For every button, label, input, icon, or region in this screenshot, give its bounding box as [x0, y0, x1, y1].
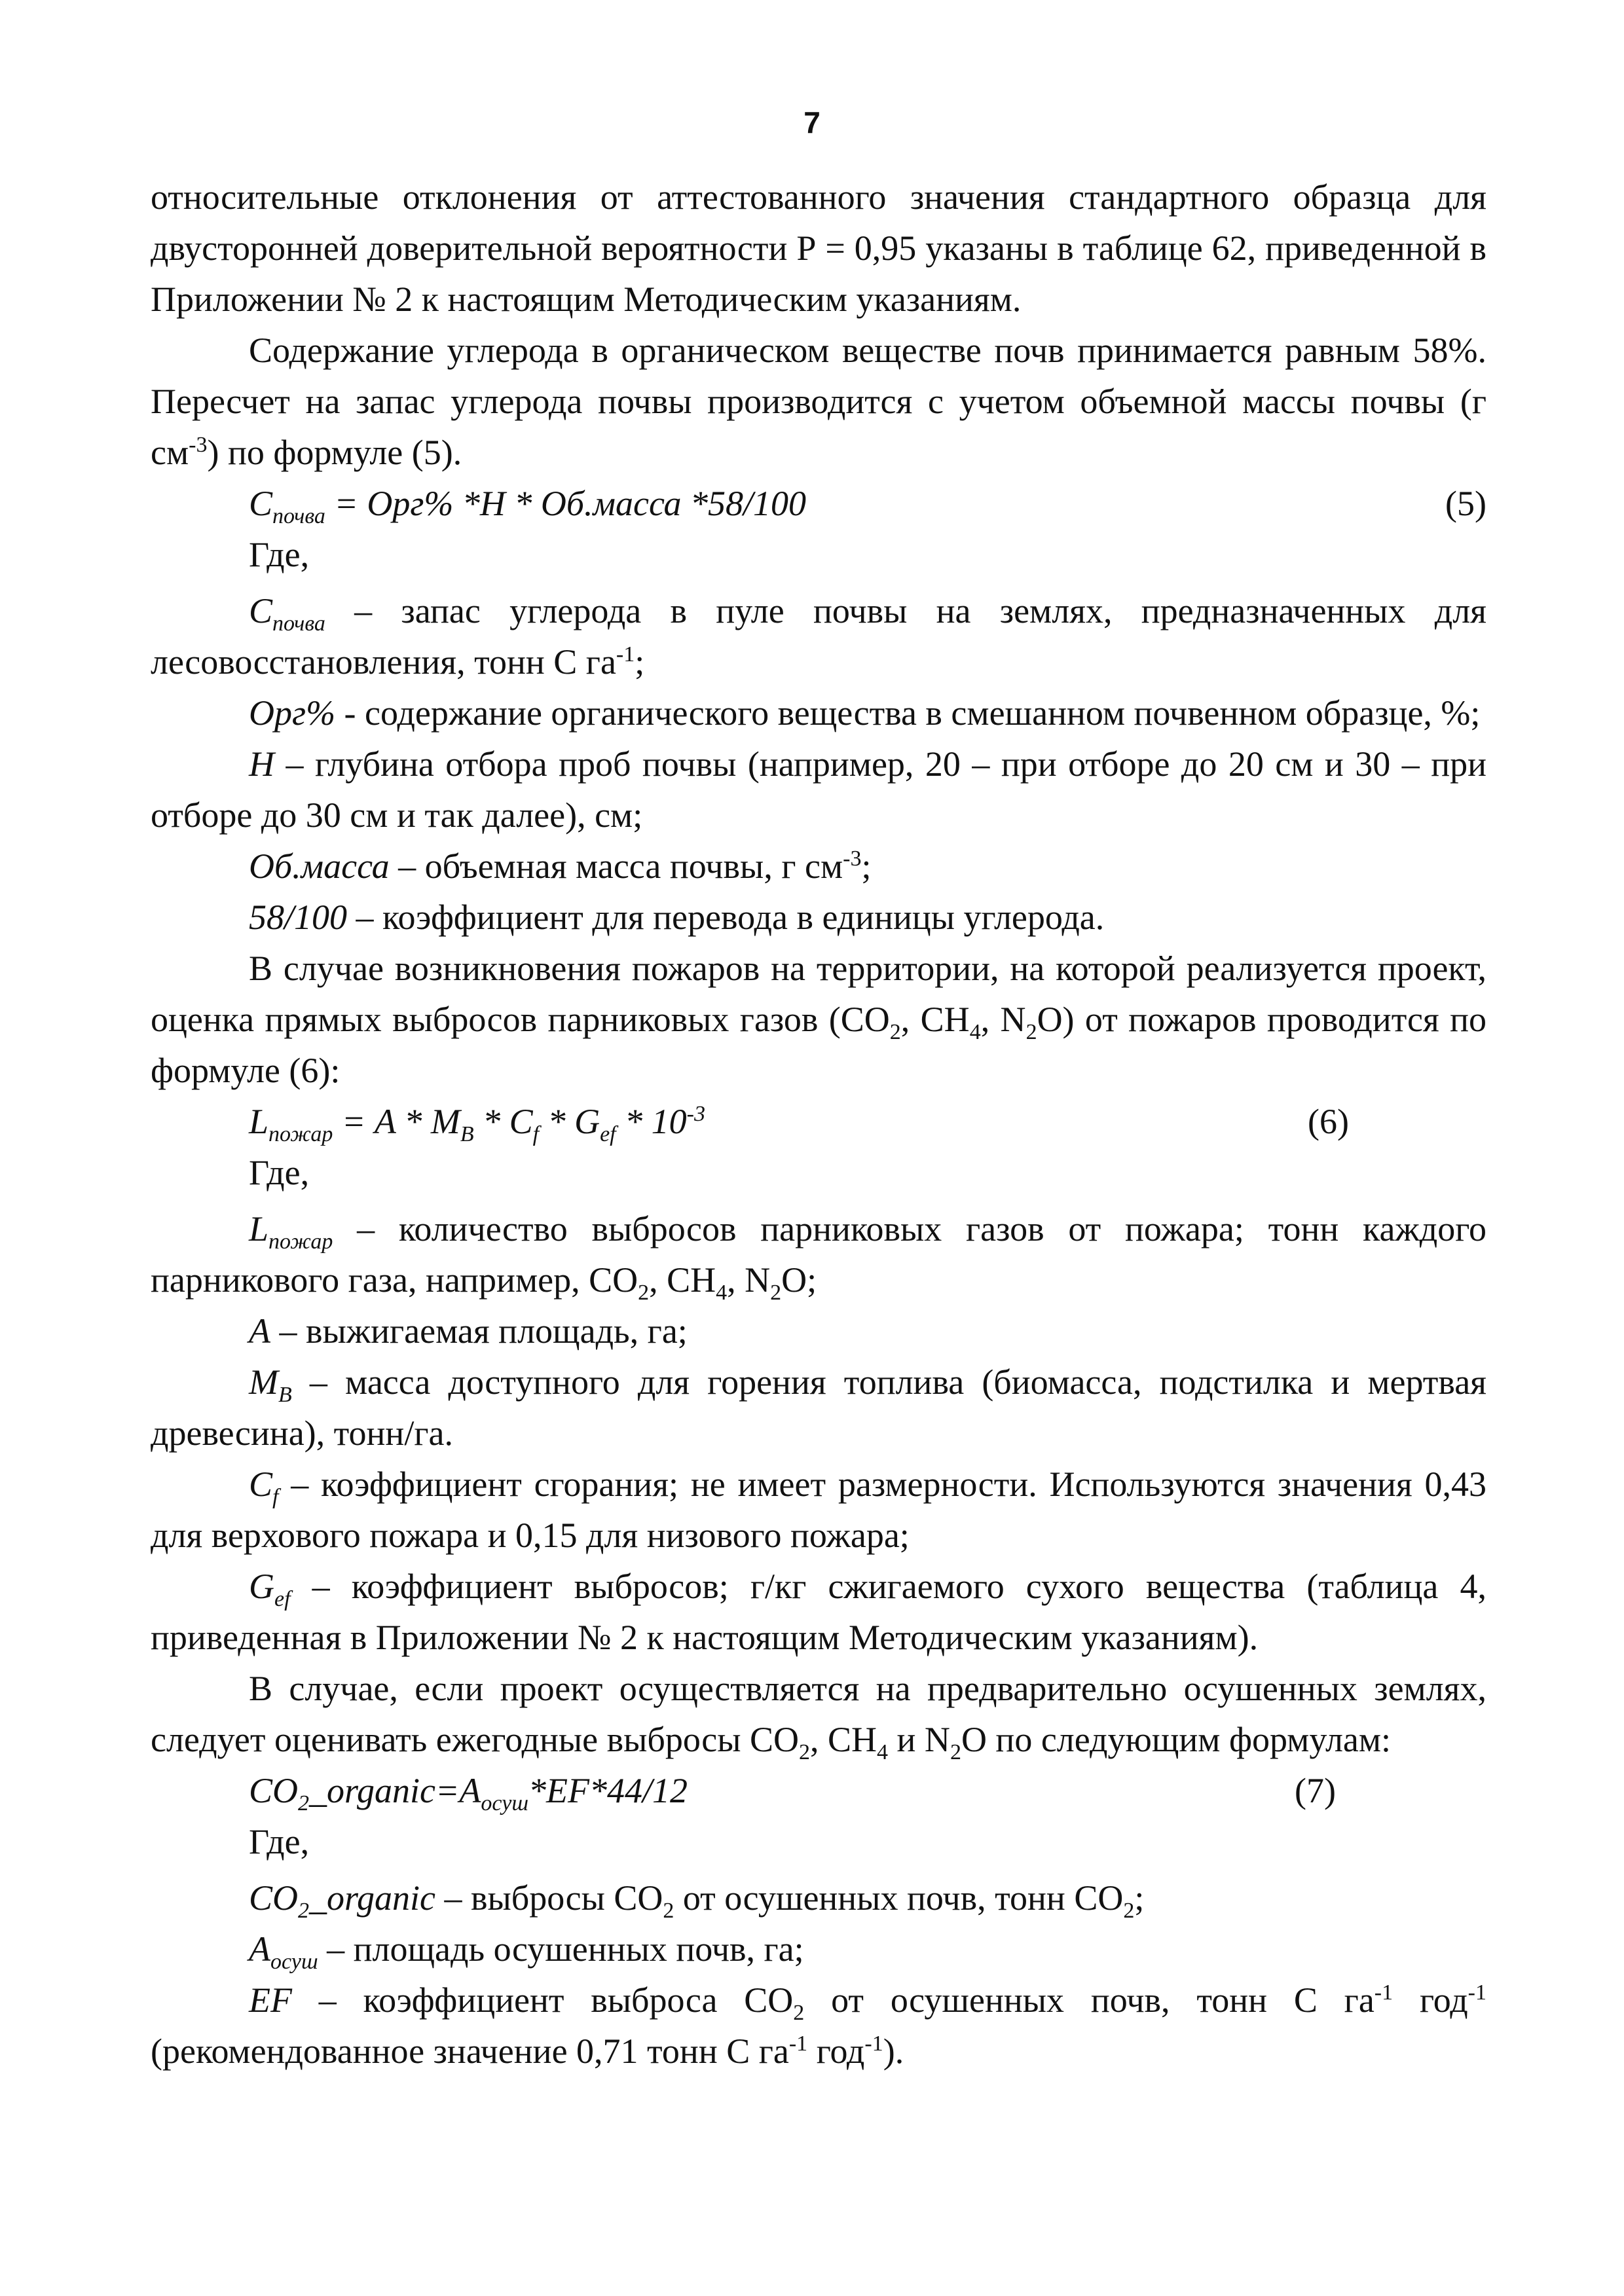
where-label: Где, — [249, 535, 310, 574]
text: , N — [980, 1000, 1026, 1039]
formula-expression: = A * M — [333, 1102, 460, 1141]
text: – коэффициент сгорания; не имеет размерности. Используются значения 0,43 для верхового пожара и 0,15 для низового пожара; — [151, 1465, 1486, 1555]
subscript: почва — [272, 611, 325, 636]
term: Об.масса — [249, 847, 390, 886]
formula-number: (6) — [1308, 1102, 1349, 1141]
definition-58-100 — [151, 892, 1486, 943]
subscript: 2 — [793, 2000, 805, 2025]
term: 58/100 — [249, 898, 348, 937]
text: – коэффициент выброса CO — [291, 1980, 794, 2020]
text: – площадь осушенных почв, га; — [318, 1929, 804, 1969]
formula-expression: * C — [473, 1102, 533, 1141]
formula-6 — [151, 1096, 1486, 1147]
text: – выжигаемая площадь, га; — [270, 1311, 688, 1351]
formula-symbol: L — [249, 1102, 269, 1141]
subscript: 2 — [799, 1740, 811, 1764]
term: CO — [249, 1878, 299, 1918]
subscript: 2 — [663, 1898, 674, 1923]
text: – коэффициент выбросов; г/кг сжигаемого сухого вещества (таблица 4, приведенная в Приложении № 2 к настоящим Методическим указаниям). — [151, 1567, 1486, 1657]
formula-number: (5) — [1445, 484, 1486, 523]
text: – глубина отбора проб почвы (например, 20 – при отборе до 20 см и 30 – при отборе до 30 см и так далее), см; — [151, 744, 1486, 835]
subscript: осуш — [481, 1791, 529, 1815]
text: ; — [1134, 1878, 1145, 1918]
page-number: 7 — [803, 105, 821, 139]
subscript: 2 — [1123, 1898, 1135, 1923]
term: G — [249, 1567, 274, 1606]
text: от осушенных почв, тонн CO — [674, 1878, 1124, 1918]
subscript: ef — [274, 1586, 291, 1611]
term: A — [249, 1929, 270, 1969]
paragraph-carbon-content — [151, 325, 1486, 478]
subscript: f — [272, 1484, 279, 1509]
text: и N — [888, 1720, 950, 1759]
text: , CH — [649, 1260, 716, 1300]
document-body — [151, 172, 1486, 2077]
superscript: -1 — [616, 642, 635, 666]
subscript: B — [460, 1121, 474, 1146]
definition-ef — [151, 1975, 1486, 2077]
definition-a — [151, 1305, 1486, 1357]
text: O по следующим формулам: — [961, 1720, 1392, 1759]
term: H — [249, 744, 274, 784]
text: - содержание органического вещества в смешанном почвенном образце, %; — [335, 693, 1481, 733]
definition-a-osush — [151, 1923, 1486, 1975]
text: – коэффициент для перевода в единицы углерода. — [347, 898, 1105, 937]
term: Орг% — [249, 693, 336, 733]
superscript: -3 — [843, 847, 862, 871]
text: ) по формуле (5). — [207, 433, 462, 472]
subscript: 4 — [877, 1740, 889, 1764]
definition-ob-massa — [151, 841, 1486, 892]
subscript: 4 — [716, 1280, 728, 1305]
text: ). — [883, 2032, 904, 2071]
formula-expression: _organic=A — [309, 1771, 481, 1810]
formula-expression: = Орг% *H * Об.масса *58/100 — [325, 484, 807, 523]
term: L — [249, 1209, 269, 1248]
formula-number: (7) — [1295, 1771, 1336, 1810]
subscript: 2 — [889, 1019, 901, 1044]
term: C — [249, 1465, 273, 1504]
term: EF — [249, 1980, 292, 2020]
text: ; — [635, 642, 645, 682]
definition-mb — [151, 1357, 1486, 1459]
text: от осушенных почв, тонн С га — [804, 1980, 1375, 2020]
superscript: -3 — [686, 1102, 705, 1126]
formula-expression: *EF*44/12 — [528, 1771, 688, 1810]
text: – количество выбросов парниковых газов от пожара; тонн каждого парникового газа, например, CO — [151, 1209, 1486, 1300]
definition-co2-organic — [151, 1872, 1486, 1923]
text: , N — [727, 1260, 771, 1300]
definition-org — [151, 687, 1486, 738]
subscript: 2 — [298, 1791, 310, 1815]
subscript: 2 — [950, 1740, 961, 1764]
text: O; — [781, 1260, 817, 1300]
paragraph-intro: относительные отклонения от аттестованного значения стандартного образца для двусторонней доверительной вероятности Р = 0,95 указаны в таблице 62, приведенной в Приложении № 2 к настоящим Методическим указаниям. — [151, 177, 1486, 319]
term: M — [249, 1362, 278, 1402]
subscript: ef — [600, 1121, 616, 1146]
text: – объемная масса почвы, г см — [389, 847, 843, 886]
subscript: f — [532, 1121, 540, 1146]
text: (рекомендованное значение 0,71 тонн С га — [151, 2032, 789, 2071]
subscript: 4 — [969, 1019, 981, 1044]
superscript: -1 — [1467, 1980, 1486, 2005]
subscript: почва — [272, 503, 325, 528]
subscript: пожар — [268, 1121, 333, 1146]
where-label: Где, — [249, 1822, 310, 1861]
formula-symbol: C — [249, 484, 273, 523]
definition-l-pozhar — [151, 1203, 1486, 1305]
superscript: -1 — [788, 2032, 808, 2056]
definition-gef — [151, 1561, 1486, 1663]
paragraph-drained-lands — [151, 1663, 1486, 1765]
definition-h — [151, 738, 1486, 841]
term: C — [249, 591, 273, 630]
subscript: осуш — [270, 1949, 318, 1974]
subscript: 2 — [298, 1898, 310, 1923]
term: A — [249, 1311, 270, 1351]
text: , CH — [900, 1000, 970, 1039]
text: В случае, если проект осуществляется на предварительно осушенных землях, следует оценивать ежегодные выбросы CO — [151, 1669, 1486, 1759]
text: год — [807, 2032, 865, 2071]
text: В случае возникновения пожаров на территории, на которой реализуется проект, оценка прямых выбросов парниковых газов (CO — [151, 949, 1486, 1039]
text: – запас углерода в пуле почвы на землях, предназначенных для лесовосстановления, тонн С га — [151, 591, 1486, 682]
subscript: 2 — [770, 1280, 782, 1305]
text: – масса доступного для горения топлива (биомасса, подстилка и мертвая древесина), тонн/га. — [151, 1362, 1486, 1453]
formula-7 — [151, 1765, 1486, 1816]
formula-5 — [151, 478, 1486, 529]
text: – выбросы CO — [435, 1878, 663, 1918]
formula-expression: * 10 — [616, 1102, 687, 1141]
superscript: -1 — [864, 2032, 883, 2056]
term: _organic — [309, 1878, 435, 1918]
formula-expression: * G — [539, 1102, 600, 1141]
superscript: -3 — [189, 433, 208, 457]
text: , CH — [810, 1720, 877, 1759]
text: Содержание углерода в органическом веществе почв принимается равным 58%. Пересчет на запас углерода почвы производится с учетом объемной массы почвы (г см — [151, 331, 1486, 472]
text: ; — [861, 847, 872, 886]
superscript: -1 — [1374, 1980, 1393, 2005]
definition-c-pochva — [151, 585, 1486, 687]
subscript: 2 — [638, 1280, 650, 1305]
definition-cf — [151, 1459, 1486, 1561]
text: O) от пожаров проводится по формуле (6): — [151, 1000, 1487, 1090]
subscript: B — [278, 1382, 292, 1407]
where-label: Где, — [249, 1153, 310, 1192]
subscript: 2 — [1025, 1019, 1037, 1044]
paragraph-fires — [151, 943, 1486, 1096]
formula-symbol: CO — [249, 1771, 299, 1810]
text: год — [1393, 1980, 1468, 2020]
subscript: пожар — [268, 1229, 333, 1254]
